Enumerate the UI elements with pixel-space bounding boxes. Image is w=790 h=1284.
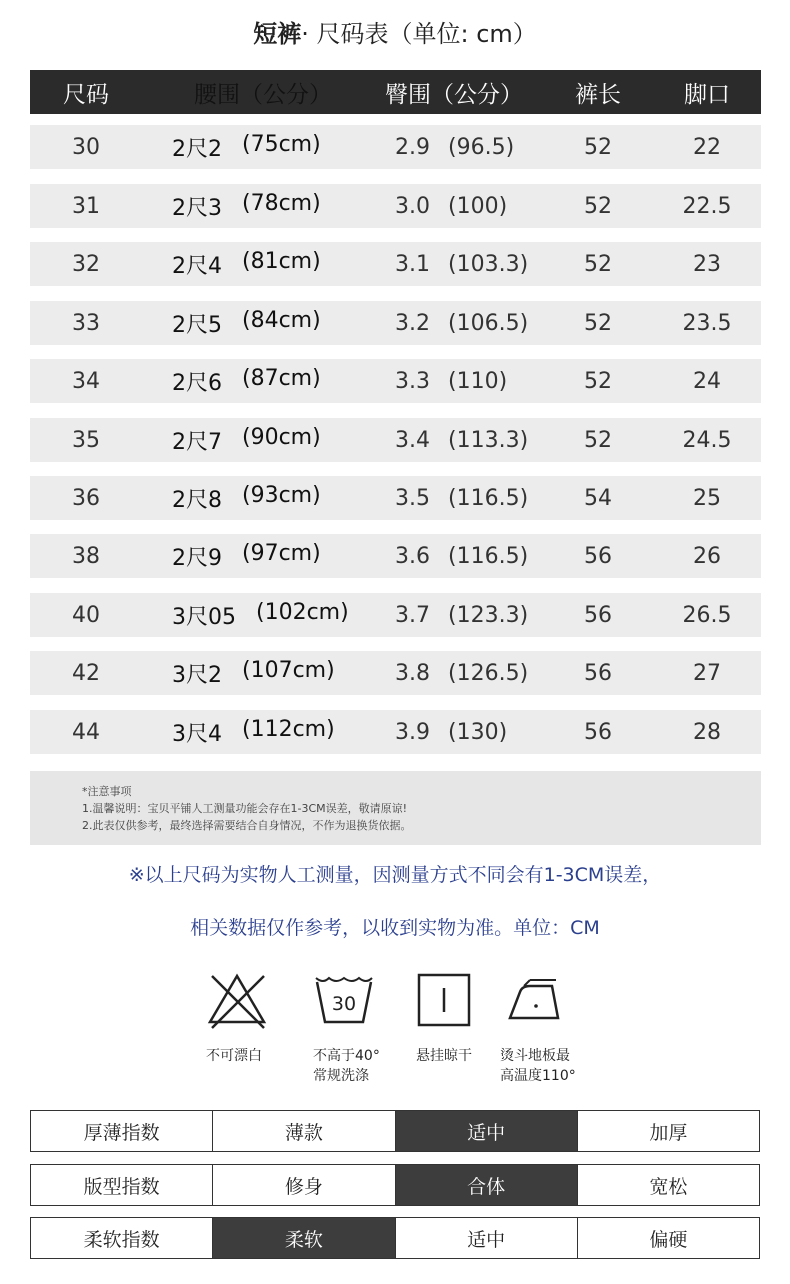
wash-temp-number: 30 (331, 993, 357, 1015)
cell-waist-cm: (87cm) (242, 365, 321, 391)
index-name: 版型指数 (31, 1165, 212, 1205)
cell-hip-cm: (110) (448, 368, 508, 394)
table-row (30, 359, 761, 403)
cell-waist (142, 366, 355, 397)
cell-waist (142, 308, 355, 339)
page-title (0, 14, 790, 49)
care-label-hang-dry: 悬挂晾干 (416, 1048, 472, 1064)
table-row (30, 301, 761, 345)
cell-hip (355, 720, 543, 745)
header-size: 尺码 (63, 81, 109, 108)
cell-hip-cm: (96.5) (448, 134, 515, 160)
cell-waist-chi: 2尺4 (172, 253, 222, 279)
title-rest: · 尺码表（单位: cm） (301, 20, 537, 48)
cell-hip-cm: (123.3) (448, 602, 529, 628)
disclaimer-line-1: ※以上尺码为实物人工测量，因测量方式不同会有1-3CM误差， (128, 864, 662, 886)
cell-length: 52 (584, 310, 612, 336)
cell-waist-cm: (102cm) (256, 599, 349, 625)
cell-waist-cm: (75cm) (242, 131, 321, 157)
size-chart-table (30, 70, 761, 747)
cell-waist-cm: (78cm) (242, 190, 321, 216)
cell-waist (142, 600, 355, 631)
index-option: 偏硬 (577, 1218, 759, 1258)
index-option: 适中 (395, 1111, 577, 1151)
cell-length: 52 (584, 368, 612, 394)
cell-length: 52 (584, 251, 612, 277)
table-row (30, 651, 761, 695)
cell-waist-chi: 2尺3 (172, 195, 222, 221)
index-option: 修身 (212, 1165, 394, 1205)
cell-hem: 23 (693, 251, 721, 277)
cell-size: 42 (72, 660, 100, 686)
cell-hip-cm: (113.3) (448, 427, 529, 453)
cell-waist-cm: (81cm) (242, 248, 321, 274)
cell-waist-chi: 2尺9 (172, 545, 222, 571)
cell-hip-cm: (130) (448, 719, 508, 745)
notes-box (30, 771, 761, 845)
cell-waist-cm: (84cm) (242, 307, 321, 333)
notes-line-1: 1.温馨说明：宝贝平铺人工测量功能会存在1-3CM误差，敬请原谅! (82, 802, 408, 815)
cell-size: 31 (72, 193, 100, 219)
cell-length: 54 (584, 485, 612, 511)
care-instructions (0, 970, 790, 1100)
table-row (30, 184, 761, 228)
cell-hip-chi: 3.1 (395, 251, 430, 277)
index-option: 加厚 (577, 1111, 759, 1151)
cell-hip (355, 369, 543, 394)
table-row (30, 418, 761, 462)
cell-size: 30 (72, 134, 100, 160)
disclaimer-line-2: 相关数据仅作参考，以收到实物为准。单位：CM (190, 917, 600, 939)
cell-hip (355, 544, 543, 569)
cell-waist (142, 717, 355, 748)
cell-size: 38 (72, 543, 100, 569)
cell-size: 34 (72, 368, 100, 394)
header-hem: 脚口 (684, 81, 730, 108)
cell-waist-chi: 3尺2 (172, 662, 222, 688)
cell-hip-chi: 3.9 (395, 719, 430, 745)
cell-hip-chi: 3.7 (395, 602, 430, 628)
cell-hip-chi: 3.8 (395, 660, 430, 686)
cell-length: 52 (584, 427, 612, 453)
index-option: 薄款 (212, 1111, 394, 1151)
cell-hip-chi: 3.4 (395, 427, 430, 453)
cell-hip-cm: (106.5) (448, 310, 529, 336)
care-item-wash (313, 970, 433, 1084)
cell-size: 32 (72, 251, 100, 277)
cell-hem: 23.5 (682, 310, 732, 336)
cell-hip-chi: 3.6 (395, 543, 430, 569)
index-option: 合体 (395, 1165, 577, 1205)
cell-hip (355, 311, 543, 336)
cell-waist-chi: 2尺7 (172, 429, 222, 455)
no-bleach-icon (206, 970, 268, 1030)
cell-waist (142, 132, 355, 163)
table-row (30, 476, 761, 520)
notes-heading: *注意事项 (82, 785, 132, 798)
cell-waist (142, 249, 355, 280)
cell-waist-cm: (107cm) (242, 657, 335, 683)
title-product: 短裤 (253, 20, 302, 48)
iron-icon (500, 970, 568, 1030)
cell-waist (142, 483, 355, 514)
cell-waist-chi: 2尺2 (172, 136, 222, 162)
hang-dry-icon (416, 970, 474, 1030)
cell-hem: 24.5 (682, 427, 732, 453)
index-option: 柔软 (212, 1218, 394, 1258)
cell-waist-chi: 3尺05 (172, 604, 236, 630)
table-row (30, 242, 761, 286)
cell-hip-cm: (103.3) (448, 251, 529, 277)
cell-waist (142, 425, 355, 456)
cell-hem: 28 (693, 719, 721, 745)
header-waist: 腰围（公分） (194, 81, 332, 108)
cell-hip (355, 194, 543, 219)
cell-waist (142, 541, 355, 572)
cell-hip (355, 252, 543, 277)
cell-hip-chi: 2.9 (395, 134, 430, 160)
index-option: 宽松 (577, 1165, 759, 1205)
cell-hem: 26 (693, 543, 721, 569)
cell-hip-chi: 3.5 (395, 485, 430, 511)
wash-30-icon (313, 970, 375, 1030)
cell-waist-chi: 2尺8 (172, 487, 222, 513)
cell-length: 52 (584, 193, 612, 219)
cell-length: 56 (584, 719, 612, 745)
cell-hip-cm: (126.5) (448, 660, 529, 686)
index-option: 适中 (395, 1218, 577, 1258)
table-row (30, 593, 761, 637)
cell-length: 56 (584, 602, 612, 628)
notes-line-2: 2.此表仅供参考，最终选择需要结合自身情况，不作为退换货依据。 (82, 819, 412, 832)
table-header (30, 70, 761, 114)
cell-hip-cm: (116.5) (448, 543, 529, 569)
cell-waist-cm: (112cm) (242, 716, 335, 742)
header-length: 裤长 (575, 81, 621, 108)
cell-hip-cm: (116.5) (448, 485, 529, 511)
cell-waist (142, 658, 355, 689)
care-label-wash: 不高于40° 常规洗涤 (313, 1048, 380, 1084)
cell-waist (142, 191, 355, 222)
index-row (30, 1110, 760, 1152)
cell-size: 40 (72, 602, 100, 628)
table-row (30, 534, 761, 578)
cell-waist-chi: 2尺6 (172, 370, 222, 396)
cell-hip (355, 428, 543, 453)
cell-hem: 25 (693, 485, 721, 511)
cell-length: 52 (584, 134, 612, 160)
table-row (30, 710, 761, 754)
cell-waist-chi: 2尺5 (172, 312, 222, 338)
cell-hem: 26.5 (682, 602, 732, 628)
care-item-no-bleach (206, 970, 326, 1064)
cell-hip (355, 486, 543, 511)
care-label-iron: 烫斗地板最 高温度110° (500, 1048, 576, 1084)
cell-size: 44 (72, 719, 100, 745)
index-row (30, 1217, 760, 1259)
cell-waist-cm: (97cm) (242, 540, 321, 566)
cell-hip-cm: (100) (448, 193, 508, 219)
cell-waist-chi: 3尺4 (172, 721, 222, 747)
cell-length: 56 (584, 660, 612, 686)
cell-waist-cm: (93cm) (242, 482, 321, 508)
cell-hip (355, 661, 543, 686)
care-label-no-bleach: 不可漂白 (206, 1048, 262, 1064)
cell-hem: 22 (693, 134, 721, 160)
index-name: 柔软指数 (31, 1218, 212, 1258)
cell-hem: 24 (693, 368, 721, 394)
cell-hip (355, 135, 543, 160)
cell-hip-chi: 3.3 (395, 368, 430, 394)
cell-hem: 22.5 (682, 193, 732, 219)
header-hip: 臀围（公分） (385, 81, 523, 108)
cell-size: 35 (72, 427, 100, 453)
cell-size: 36 (72, 485, 100, 511)
table-row (30, 125, 761, 169)
cell-hip (355, 603, 543, 628)
cell-hip-chi: 3.0 (395, 193, 430, 219)
cell-hip-chi: 3.2 (395, 310, 430, 336)
index-row (30, 1164, 760, 1206)
care-item-iron (500, 970, 620, 1084)
cell-length: 56 (584, 543, 612, 569)
cell-size: 33 (72, 310, 100, 336)
index-name: 厚薄指数 (31, 1111, 212, 1151)
cell-hem: 27 (693, 660, 721, 686)
cell-waist-cm: (90cm) (242, 424, 321, 450)
